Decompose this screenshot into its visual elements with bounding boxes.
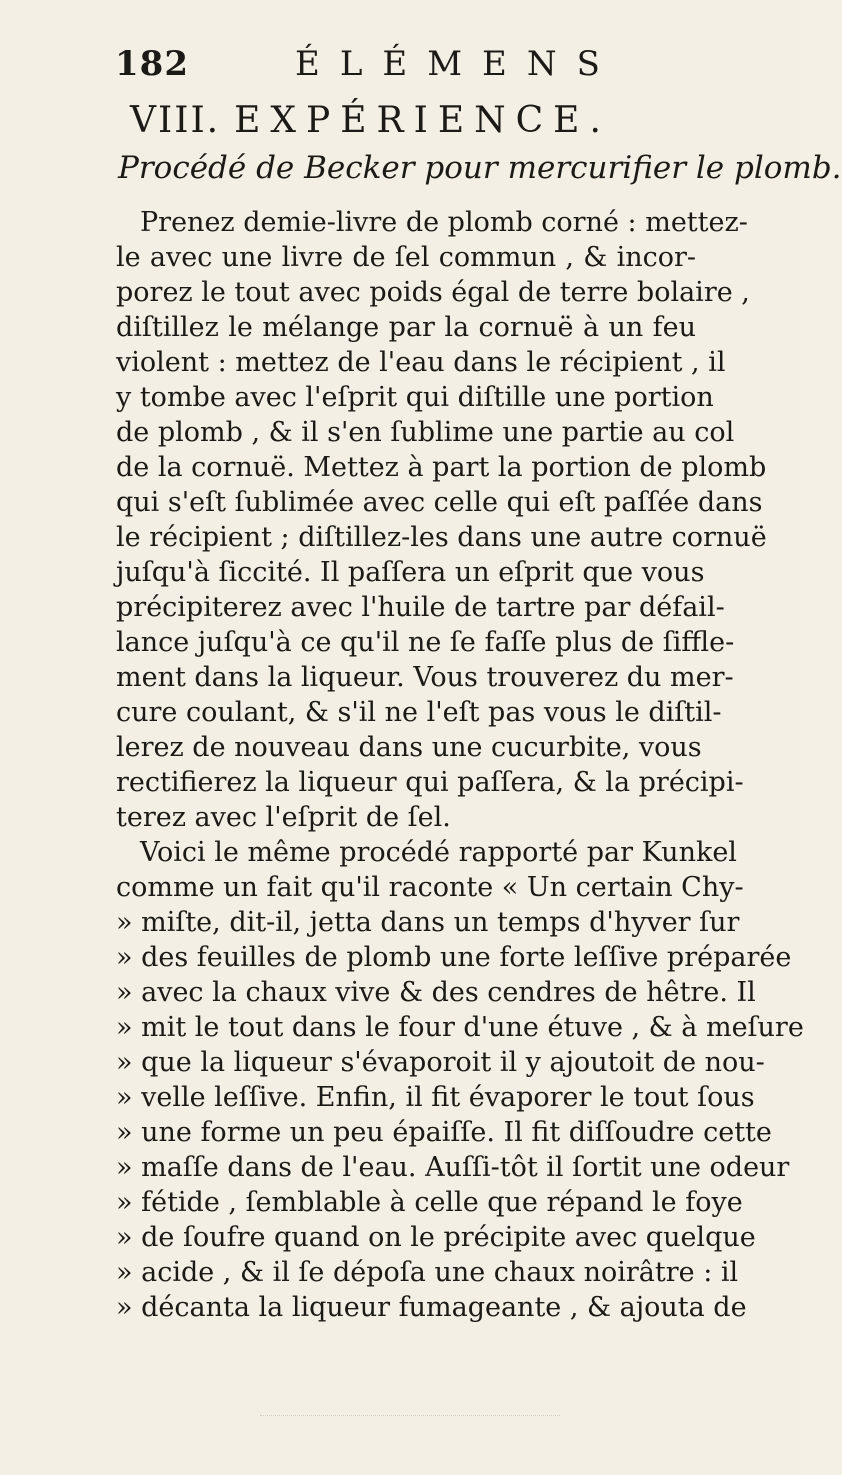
section-subtitle: Procédé de Becker pour mercurifier le plomb.	[118, 150, 842, 186]
text-line: Prenez demie-livre de plomb corné : mettez-	[140, 207, 748, 238]
text-line: précipiterez avec l'huile de tartre par défail-	[116, 592, 725, 623]
text-line: rectifierez la liqueur qui paſſera, & la précipi-	[116, 767, 744, 798]
section-number: VIII.	[130, 100, 221, 141]
text-line: porez le tout avec poids égal de terre bolaire ,	[116, 277, 750, 308]
page-footer-mark	[260, 1415, 560, 1418]
text-line: » mit le tout dans le four d'une étuve , & à meſure	[116, 1012, 804, 1043]
text-line: juſqu'à ſiccité. Il paſſera un eſprit que vous	[116, 557, 705, 588]
text-line: violent : mettez de l'eau dans le récipient , il	[116, 347, 726, 378]
page-number: 182	[115, 44, 189, 84]
text-line: de la cornuë. Mettez à part la portion de plomb	[116, 452, 767, 483]
text-line: y tombe avec l'eſprit qui diſtille une portion	[116, 382, 714, 413]
text-line: Voici le même procédé rapporté par Kunkel	[140, 837, 737, 868]
text-line: » décanta la liqueur fumageante , & ajouta de	[116, 1292, 747, 1323]
text-line: le avec une livre de ſel commun , & incor-	[116, 242, 696, 273]
text-line: » fétide , ſemblable à celle que répand le foye	[116, 1187, 743, 1218]
text-line: » de ſoufre quand on le précipite avec quelque	[116, 1222, 756, 1253]
text-line: » une forme un peu épaiſſe. Il fit diſſoudre cette	[116, 1117, 772, 1148]
text-line: » miſte, dit-il, jetta dans un temps d'hyver ſur	[116, 907, 740, 938]
section-word: EXPÉRIENCE.	[234, 100, 611, 141]
text-line: lance juſqu'à ce qu'il ne ſe faſſe plus de ſiffle-	[116, 627, 735, 658]
text-line: de plomb , & il s'en ſublime une partie au col	[116, 417, 735, 448]
text-line: qui s'eſt ſublimée avec celle qui eſt paſſée dans	[116, 487, 763, 518]
body-text	[116, 205, 804, 1325]
text-line: ment dans la liqueur. Vous trouverez du mer-	[116, 662, 734, 693]
text-line: » velle leſſive. Enfin, il fit évaporer le tout ſous	[116, 1082, 755, 1113]
text-line: comme un fait qu'il raconte « Un certain Chy-	[116, 872, 744, 903]
running-head: ÉLÉMENS	[295, 44, 620, 84]
page-header	[115, 44, 620, 94]
text-line: » acide , & il ſe dépoſa une chaux noirâtre : il	[116, 1257, 739, 1288]
text-line: diſtillez le mélange par la cornuë à un feu	[116, 312, 696, 343]
section-title	[130, 100, 611, 141]
text-line: le récipient ; diſtillez-les dans une autre cornuë	[116, 522, 767, 553]
text-line: cure coulant, & s'il ne l'eſt pas vous le diſtil-	[116, 697, 722, 728]
text-line: lerez de nouveau dans une cucurbite, vous	[116, 732, 702, 763]
text-line: » des feuilles de plomb une forte leſſive préparée	[116, 942, 792, 973]
text-line: » maſſe dans de l'eau. Auſſi-tôt il ſortit une odeur	[116, 1152, 790, 1183]
text-line: terez avec l'eſprit de ſel.	[116, 802, 451, 833]
text-line: » que la liqueur s'évaporoit il y ajoutoit de nou-	[116, 1047, 765, 1078]
text-line: » avec la chaux vive & des cendres de hêtre. Il	[116, 977, 756, 1008]
